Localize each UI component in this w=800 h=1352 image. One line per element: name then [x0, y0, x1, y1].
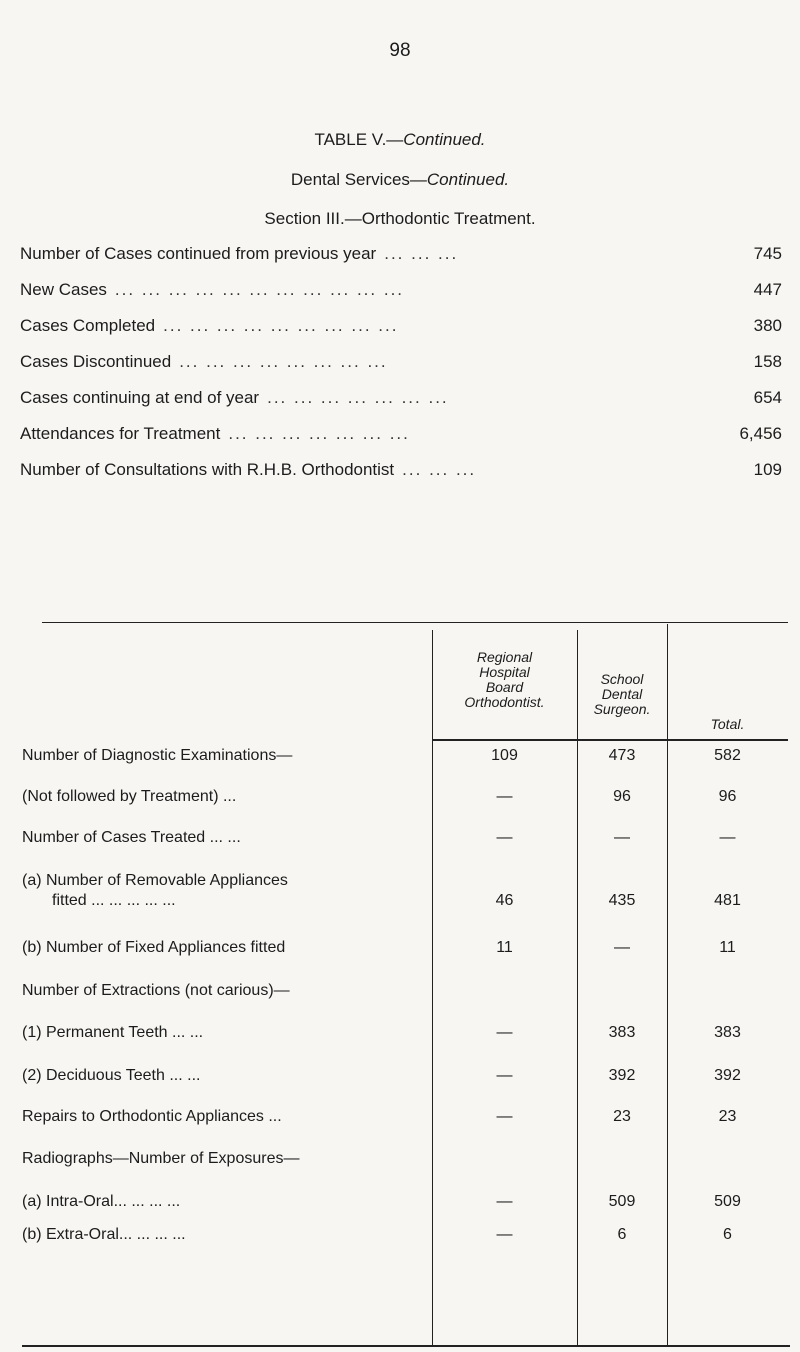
total-value: 509 — [714, 1193, 741, 1210]
leader-dots: ... ... ... — [402, 460, 477, 479]
header-rhb-orthodontist — [432, 650, 577, 710]
row-label: (b) Number of Fixed Appliances fitted — [22, 939, 286, 956]
row-label: Radiographs—Number of Exposures— — [22, 1150, 300, 1167]
summary-row — [20, 388, 782, 424]
row-label: fitted ... ... ... ... ... — [52, 892, 176, 909]
table-bottom-rule — [22, 1345, 790, 1347]
leader-dots: ... ... ... ... ... ... ... — [267, 388, 449, 407]
rhb-value: — — [496, 788, 513, 805]
dental-title-main: Dental Services— — [290, 170, 427, 189]
table-title-main: TABLE V.— — [314, 130, 404, 149]
header-line: School — [600, 671, 644, 687]
header-line: Hospital — [479, 664, 530, 680]
header-school-dental-surgeon — [577, 672, 667, 717]
summary-value: 109 — [753, 460, 782, 479]
rhb-value: — — [496, 1108, 513, 1125]
row-label: (Not followed by Treatment) ... — [22, 788, 237, 805]
summary-label: Cases Completed — [20, 316, 156, 335]
rhb-value: 46 — [495, 892, 514, 909]
rhb-value: 11 — [496, 939, 513, 956]
summary-value: 745 — [753, 244, 782, 263]
summary-row — [20, 280, 782, 316]
dental-services-title — [0, 170, 800, 190]
row-label: (2) Deciduous Teeth ... ... — [22, 1067, 201, 1084]
section-title: Section III.—Orthodontic Treatment. — [264, 209, 536, 228]
school-value: — — [614, 829, 630, 846]
row-label: Number of Diagnostic Examinations— — [22, 747, 293, 764]
header-total: Total. — [710, 716, 745, 732]
row-label: Repairs to Orthodontic Appliances ... — [22, 1108, 282, 1125]
summary-label: Number of Consultations with R.H.B. Orthodontist — [20, 460, 395, 479]
summary-row — [20, 460, 782, 496]
header-line: Surgeon. — [593, 701, 651, 717]
summary-row — [20, 244, 782, 280]
header-line: Orthodontist. — [464, 694, 545, 710]
summary-label: Number of Cases continued from previous year — [20, 244, 377, 263]
summary-label: New Cases — [20, 280, 107, 299]
total-value: 23 — [718, 1108, 737, 1125]
page-number: 98 — [389, 40, 411, 61]
header-line: Dental — [601, 686, 643, 702]
total-value: — — [719, 829, 736, 846]
row-label: Number of Cases Treated ... ... — [22, 829, 241, 846]
school-value: 383 — [608, 1024, 636, 1041]
total-value: 582 — [714, 747, 741, 764]
summary-label: Cases Discontinued — [20, 352, 172, 371]
rhb-value: — — [496, 1226, 513, 1243]
summary-row — [20, 316, 782, 352]
total-value: 96 — [718, 788, 737, 805]
summary-row — [20, 352, 782, 388]
row-label: Number of Extractions (not carious)— — [22, 982, 290, 999]
leader-dots: ... ... ... ... ... ... ... ... ... — [163, 316, 399, 335]
header-line: Board — [485, 679, 524, 695]
school-value: 96 — [613, 788, 631, 805]
summary-value: 380 — [753, 316, 782, 335]
school-value: 473 — [608, 747, 636, 764]
row-label: (b) Extra-Oral... ... ... ... — [22, 1226, 186, 1243]
leader-dots: ... ... ... ... ... ... ... ... ... ... ... — [114, 280, 405, 299]
rhb-value: — — [496, 1067, 513, 1084]
school-value: 392 — [608, 1067, 636, 1084]
rhb-value: — — [496, 1024, 513, 1041]
summary-value: 158 — [753, 352, 782, 371]
summary-row — [20, 424, 782, 460]
total-value: 11 — [719, 939, 736, 956]
rhb-value: 109 — [491, 747, 518, 764]
row-label: (a) Number of Removable Appliances — [22, 872, 288, 889]
summary-label: Attendances for Treatment — [20, 424, 221, 443]
leader-dots: ... ... ... ... ... ... ... ... — [179, 352, 388, 371]
header-bottom-rule — [432, 739, 788, 741]
summary-label: Cases continuing at end of year — [20, 388, 260, 407]
table-title-continued: Continued. — [403, 130, 486, 149]
row-label: (a) Intra-Oral... ... ... ... — [22, 1193, 181, 1210]
header-line: Regional — [476, 649, 533, 665]
row-label: (1) Permanent Teeth ... ... — [22, 1024, 204, 1041]
summary-value: 654 — [753, 388, 782, 407]
leader-dots: ... ... ... ... ... ... ... — [228, 424, 410, 443]
summary-value: 447 — [753, 280, 782, 299]
dental-title-continued: Continued. — [426, 170, 510, 189]
orthodontic-table — [22, 622, 790, 1352]
total-value: 6 — [723, 1226, 732, 1243]
total-value: 481 — [714, 892, 741, 909]
summary-value: 6,456 — [739, 424, 782, 443]
summary-list — [20, 244, 782, 496]
leader-dots: ... ... ... — [384, 244, 459, 263]
school-value: 23 — [613, 1108, 631, 1125]
school-value: 6 — [617, 1226, 627, 1243]
school-value: 435 — [608, 892, 636, 909]
table-top-rule — [42, 622, 788, 623]
rhb-value: — — [496, 829, 513, 846]
school-value: — — [614, 939, 630, 956]
rhb-value: — — [496, 1193, 513, 1210]
total-value: 392 — [714, 1067, 741, 1084]
table-title — [0, 130, 800, 150]
total-value: 383 — [714, 1024, 741, 1041]
school-value: 509 — [608, 1193, 636, 1210]
